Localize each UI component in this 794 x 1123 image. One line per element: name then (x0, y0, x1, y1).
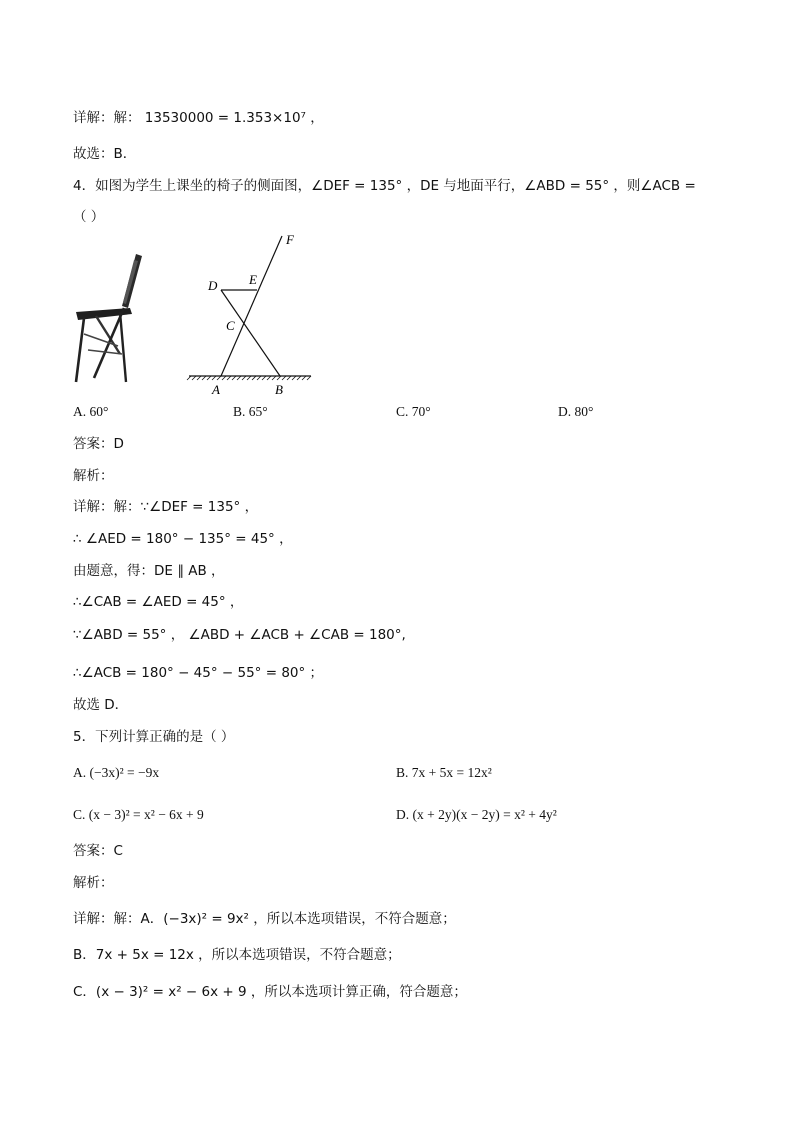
label-D: D (208, 278, 218, 293)
answer-label: 答案：C (73, 843, 123, 859)
q5-option-d: D. (x + 2y)(x − 2y) = x² + 4y² (396, 807, 557, 822)
answer-choice-line: 故选 D． (73, 697, 129, 713)
q4-option-c: C. 70° (396, 404, 431, 419)
question-4-stem: 4．如图为学生上课坐的椅子的侧面图，∠DEF = 135° ，DE 与地面平行，∠ABD = 55° ，则∠ACB = (73, 178, 696, 194)
question-5-stem: 5．下列计算正确的是（ ） (73, 729, 235, 745)
answer-label: 答案：D (73, 436, 124, 452)
solution-line: ∴ ∠AED = 180° − 135° = 45° ， (73, 531, 293, 547)
solution-line: 由题意，得：DE ∥ AB ， (73, 563, 225, 579)
solution-line: ∴∠CAB = ∠AED = 45° ， (73, 594, 244, 610)
solution-line: 详解：解： 13530000 = 1.353×10⁷ ， (73, 110, 324, 126)
q5-option-b: B. 7x + 5x = 12x² (396, 765, 492, 780)
solution-line: 详解：解：∵∠DEF = 135° ， (73, 499, 259, 515)
question-4-blank: （ ） (73, 209, 105, 225)
q4-option-a: A. 60° (73, 404, 109, 419)
label-A: A (212, 382, 220, 397)
label-F: F (286, 232, 294, 247)
q4-option-b: B. 65° (233, 404, 268, 419)
solution-line: ∵∠ABD = 55° ， ∠ABD + ∠ACB + ∠CAB = 180°, (73, 627, 406, 643)
answer-choice-line: 故选：B． (73, 146, 137, 162)
chair-geometry-diagram (185, 228, 320, 400)
analysis-label: 解析： (73, 468, 114, 484)
q5-option-c: C. (x − 3)² = x² − 6x + 9 (73, 807, 204, 822)
chair-photo (70, 250, 150, 386)
solution-line: 详解：解：A．(−3x)² = 9x² ，所以本选项错误，不符合题意； (73, 911, 456, 927)
label-B: B (275, 382, 283, 397)
label-E: E (249, 272, 257, 287)
solution-line: ∴∠ACB = 180° − 45° − 55° = 80° ； (73, 665, 324, 681)
q4-option-d: D. 80° (558, 404, 594, 419)
solution-line: B．7x + 5x = 12x ，所以本选项错误，不符合题意； (73, 947, 401, 963)
label-C: C (226, 318, 235, 333)
q5-option-a: A. (−3x)² = −9x (73, 765, 160, 780)
analysis-label: 解析： (73, 875, 114, 891)
solution-line: C．(x − 3)² = x² − 6x + 9 ，所以本选项计算正确，符合题意； (73, 984, 467, 1000)
